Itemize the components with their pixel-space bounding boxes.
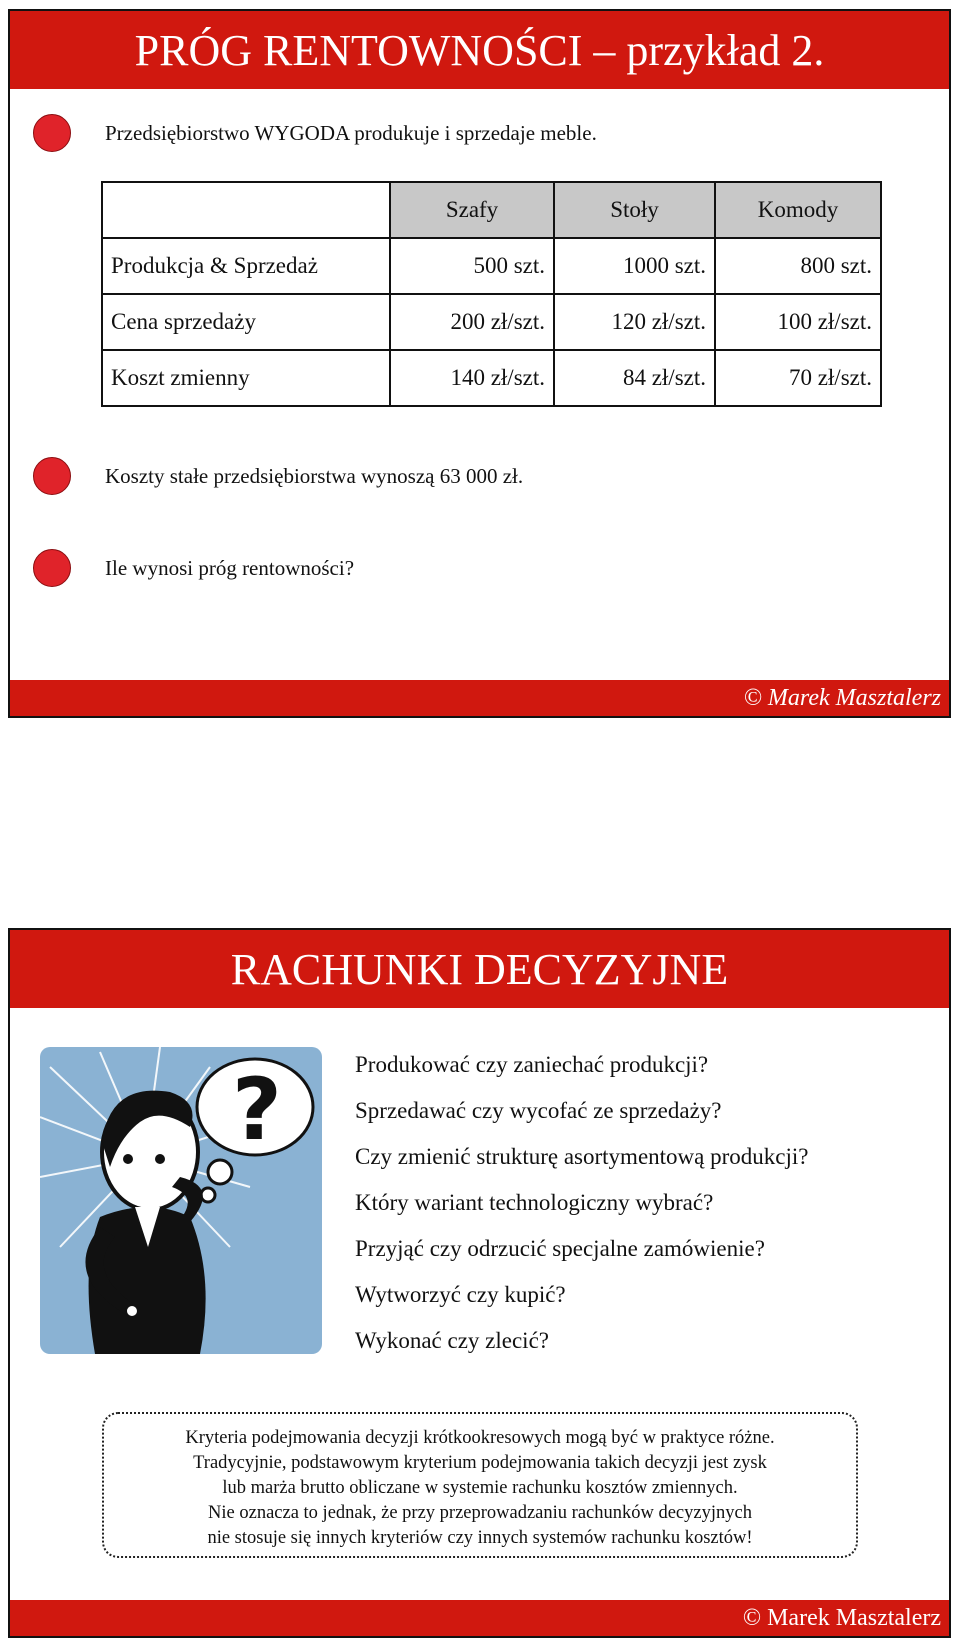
table-row [102,350,881,406]
table-cell: 70 zł/szt. [715,350,881,406]
table-header-empty [102,182,390,238]
bullet-text: Ile wynosi próg rentowności? [105,556,355,580]
list-item: Wytworzyć czy kupić? [355,1282,566,1307]
table-row [102,238,881,294]
note-line: Nie oznacza to jednak, że przy przeprowadzaniu rachunków decyzyjnych [208,1503,752,1523]
list-item: Sprzedawać czy wycofać ze sprzedaży? [355,1098,722,1123]
slide-break-even [8,9,951,718]
table-row [102,294,881,350]
table-cell: 100 zł/szt. [715,294,881,350]
row-label: Koszt zmienny [102,350,390,406]
svg-text:?: ? [232,1060,282,1160]
bullet-icon [33,114,71,152]
slide-title: RACHUNKI DECYZYJNE [10,930,949,1008]
note-line: nie stosuje się innych kryteriów czy innych systemów rachunku kosztów! [207,1528,753,1548]
decision-questions-list [355,1042,808,1364]
table-header: Komody [715,182,881,238]
list-item: Przyjąć czy odrzucić specjalne zamówienie? [355,1236,765,1261]
bullet-icon [33,457,71,495]
slide-footer: © Marek Masztalerz [10,680,949,716]
thinking-person-question-mark-icon [40,1047,322,1354]
note-line: Tradycyjnie, podstawowym kryterium podejmowania takich decyzji jest zysk [193,1453,767,1473]
bullet-icon [33,549,71,587]
row-label: Produkcja & Sprzedaż [102,238,390,294]
slide-decision-accounting [8,928,951,1638]
list-item: Produkować czy zaniechać produkcji? [355,1052,709,1077]
table-header: Stoły [554,182,715,238]
slide-footer: © Marek Masztalerz [10,1600,949,1636]
table-cell: 500 szt. [390,238,554,294]
bullet-text: Przedsiębiorstwo WYGODA produkuje i sprzedaje meble. [105,121,597,145]
row-label: Cena sprzedaży [102,294,390,350]
list-item: Czy zmienić strukturę asortymentową produkcji? [355,1144,809,1169]
slide-title: PRÓG RENTOWNOŚCI – przykład 2. [10,11,949,89]
list-item: Wykonać czy zlecić? [355,1328,549,1353]
table-header-row [102,182,881,238]
criteria-note-box [102,1412,858,1558]
table-cell: 800 szt. [715,238,881,294]
product-table [101,181,882,407]
table-cell: 84 zł/szt. [554,350,715,406]
table-cell: 120 zł/szt. [554,294,715,350]
table-cell: 1000 szt. [554,238,715,294]
list-item: Który wariant technologiczny wybrać? [355,1190,714,1215]
note-line: lub marża brutto obliczane w systemie rachunku kosztów zmiennych. [222,1478,738,1498]
table-header: Szafy [390,182,554,238]
note-line: Kryteria podejmowania decyzji krótkookresowych mogą być w praktyce różne. [185,1428,775,1448]
table-cell: 200 zł/szt. [390,294,554,350]
bullet-text: Koszty stałe przedsiębiorstwa wynoszą 63 000 zł. [105,464,524,488]
table-cell: 140 zł/szt. [390,350,554,406]
